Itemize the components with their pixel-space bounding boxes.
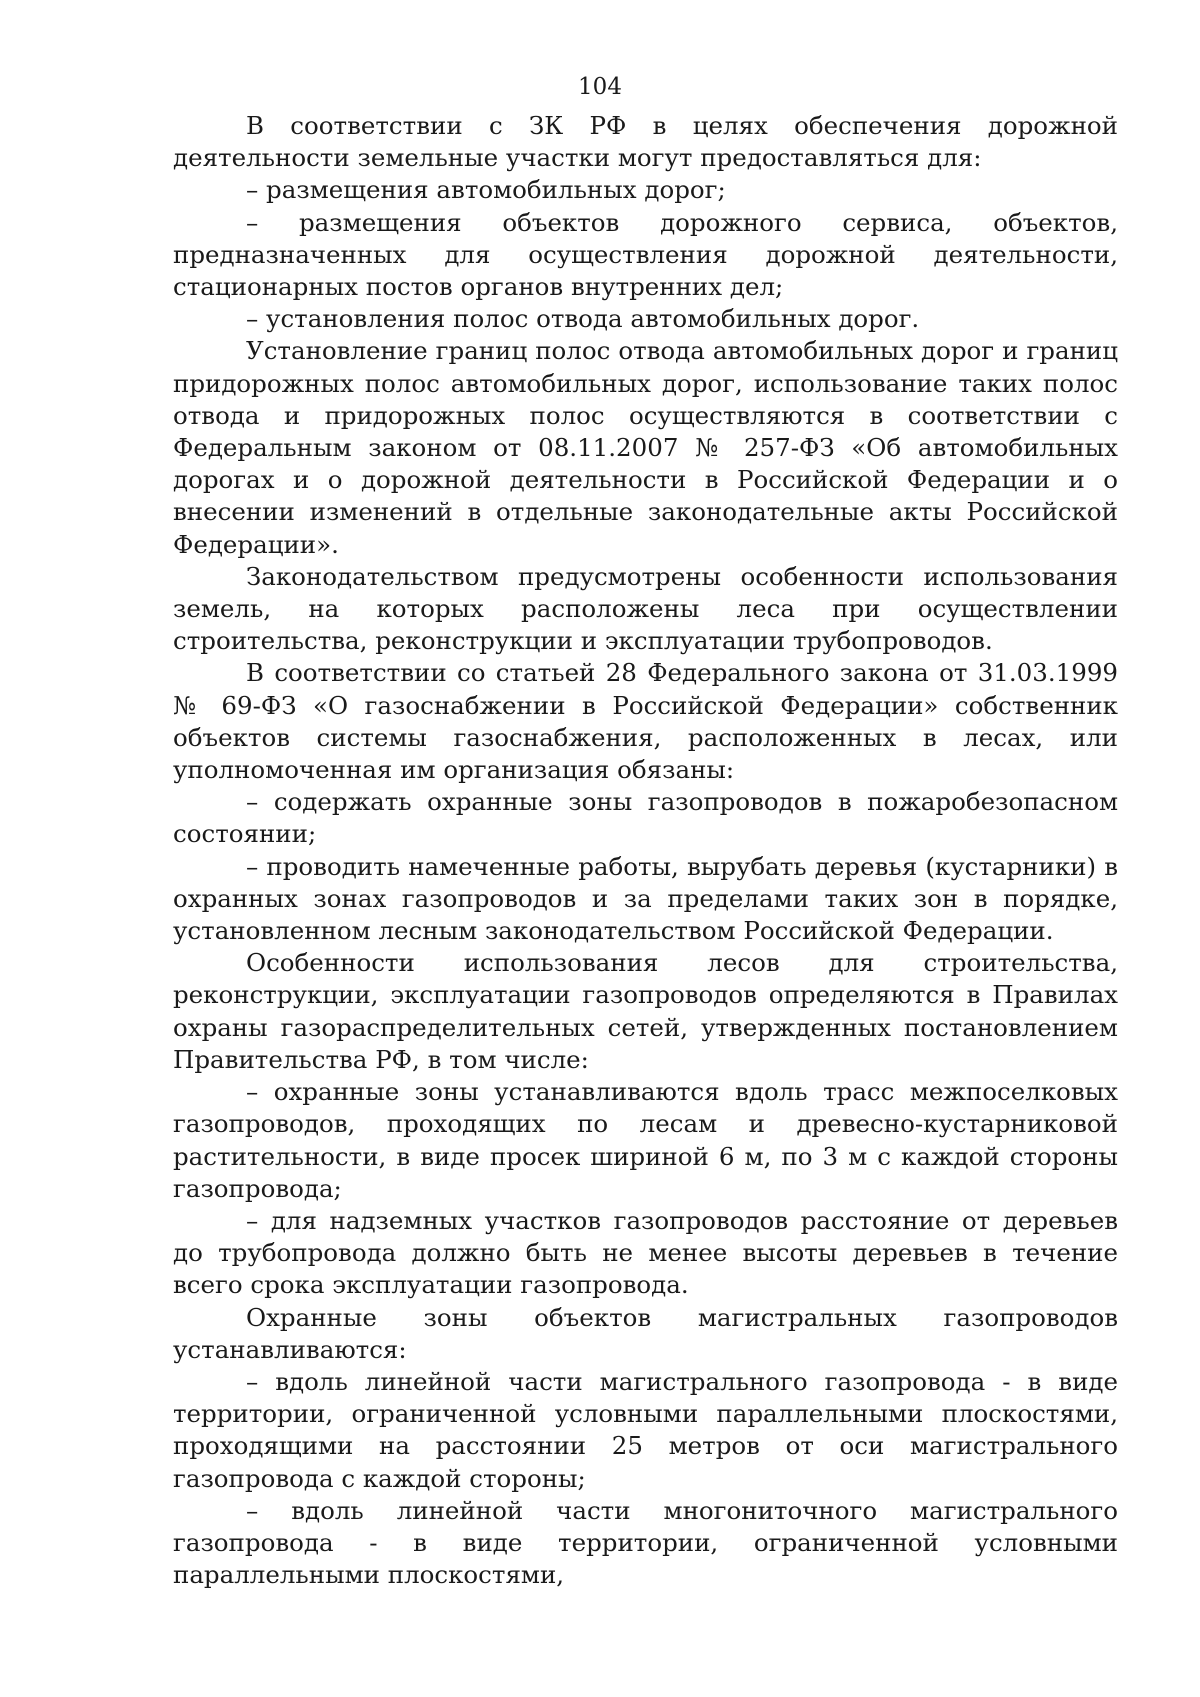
list-item: – вдоль линейной части многониточного магистрального газопровода - в виде территории, ограниченной условными параллельными плоскостями, [173,1495,1118,1590]
page-number: 104 [578,74,622,100]
list-item: – размещения автомобильных дорог; [246,175,726,205]
list-item: – для надземных участков газопроводов расстояние от деревьев до трубопровода должно быть не менее высоты деревьев в течение всего срока эксплуатации газопровода. [173,1205,1118,1300]
list-item: – установления полос отвода автомобильных дорог. [246,304,920,334]
list-item: – содержать охранные зоны газопроводов в пожаробезопасном состоянии; [173,787,1118,849]
paragraph: Законодательством предусмотрены особенности использования земель, на которых расположены леса при осуществлении строительства, реконструкции и эксплуатации трубопроводов. [173,561,1118,656]
paragraph: В соответствии с ЗК РФ в целях обеспечения дорожной деятельности земельные участки могут предоставляться для: [173,111,1118,173]
list-item: – проводить намеченные работы, вырубать деревья (кустарники) в охранных зонах газопроводов и за пределами таких зон в порядке, установленном лесным законодательством Российской Федерации. [173,851,1118,946]
document-body [173,110,1118,1591]
paragraph: В соответствии со статьей 28 Федерального закона от 31.03.1999 № 69-ФЗ «О газоснабжении в Российской Федерации» собственник объектов системы газоснабжения, расположенных в лесах, или уполномоченная им организация обязаны: [173,658,1118,785]
paragraph: Особенности использования лесов для строительства, реконструкции, эксплуатации газопроводов определяются в Правилах охраны газораспределительных сетей, утвержденных постановлением Правительства РФ, в том числе: [173,948,1118,1074]
list-item: – вдоль линейной части магистрального газопровода - в виде территории, ограниченной условными параллельными плоскостями, проходящими на расстоянии 25 метров от оси магистрального газопровода с каждой стороны; [173,1366,1118,1493]
paragraph: Установление границ полос отвода автомобильных дорог и границ придорожных полос автомобильных дорог, использование таких полос отвода и придорожных полос осуществляются в соответствии с Федеральным законом от 08.11.2007 № 257-ФЗ «Об автомобильных дорогах и о дорожной деятельности в Российской Федерации и о внесении изменений в отдельные законодательные акты Российской Федерации». [173,336,1118,559]
paragraph: Охранные зоны объектов магистральных газопроводов устанавливаются: [173,1302,1118,1364]
list-item: – размещения объектов дорожного сервиса, объектов, предназначенных для осуществления дорожной деятельности, стационарных постов органов внутренних дел; [173,207,1118,302]
list-item: – охранные зоны устанавливаются вдоль трасс межпоселковых газопроводов, проходящих по лесам и древесно-кустарниковой растительности, в виде просек шириной 6 м, по 3 м с каждой стороны газопровода; [173,1077,1118,1203]
